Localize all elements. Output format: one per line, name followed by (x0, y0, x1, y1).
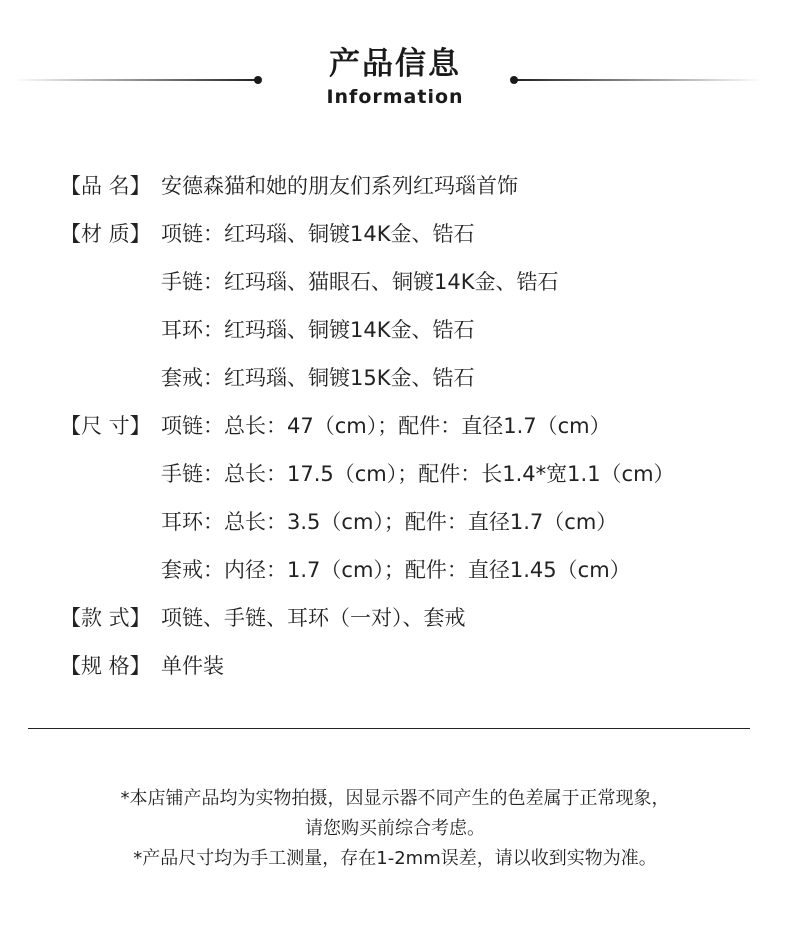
disclaimer-line-2: 请您购买前综合考虑。 (305, 818, 485, 839)
spec-row-name (60, 170, 780, 218)
spec-row-size-earring (60, 506, 780, 554)
spec-row-material (60, 218, 780, 266)
spec-row-style (60, 602, 780, 650)
spec-label-size: 【尺 寸】 (60, 414, 151, 438)
spec-label-style: 【款 式】 (60, 606, 151, 630)
spec-value-material-necklace: 项链：红玛瑙、铜镀14K金、锆石 (161, 222, 475, 246)
spec-row-material-ring (60, 362, 780, 410)
disclaimer-line-1: *本店铺产品均为实物拍摄，因显示器不同产生的色差属于正常现象， (120, 788, 670, 809)
spec-row-material-earring (60, 314, 780, 362)
spec-value-material-ring: 套戒：红玛瑙、铜镀15K金、锆石 (161, 366, 475, 390)
spec-value-size-ring: 套戒：内径：1.7（cm）；配件：直径1.45（cm） (161, 558, 631, 582)
spec-row-material-bracelet (60, 266, 780, 314)
spec-value-material-bracelet: 手链：红玛瑙、猫眼石、铜镀14K金、锆石 (161, 270, 559, 294)
spec-label-material: 【材 质】 (60, 222, 151, 246)
spec-value-size-bracelet: 手链：总长：17.5（cm）；配件：长1.4*宽1.1（cm） (161, 462, 675, 486)
spec-label-spec: 【规 格】 (60, 654, 151, 678)
spec-row-size-bracelet (60, 458, 780, 506)
spec-row-spec (60, 650, 780, 698)
left-divider-dot (254, 76, 262, 84)
page-title: 产品信息 (329, 46, 461, 82)
disclaimer-line-3: *产品尺寸均为手工测量，存在1-2mm误差，请以收到实物为准。 (133, 848, 657, 869)
spec-row-size (60, 410, 780, 458)
spec-value-size-necklace: 项链：总长：47（cm）；配件：直径1.7（cm） (161, 414, 611, 438)
spec-value-spec: 单件装 (161, 654, 224, 678)
spec-value-name: 安德森猫和她的朋友们系列红玛瑙首饰 (161, 174, 518, 198)
spec-label-name: 【品 名】 (60, 174, 151, 198)
spec-value-material-earring: 耳环：红玛瑙、铜镀14K金、锆石 (161, 318, 475, 342)
spec-value-style: 项链、手链、耳环（一对）、套戒 (161, 606, 466, 630)
disclaimer-notes (0, 784, 790, 874)
spec-row-size-ring (60, 554, 780, 602)
section-divider (28, 728, 750, 729)
right-divider-line (516, 79, 762, 81)
spec-value-size-earring: 耳环：总长：3.5（cm）；配件：直径1.7（cm） (161, 510, 618, 534)
product-spec-list (60, 170, 780, 698)
right-divider-dot (510, 76, 518, 84)
left-divider-line (14, 79, 258, 81)
page-subtitle: Information (326, 86, 464, 108)
